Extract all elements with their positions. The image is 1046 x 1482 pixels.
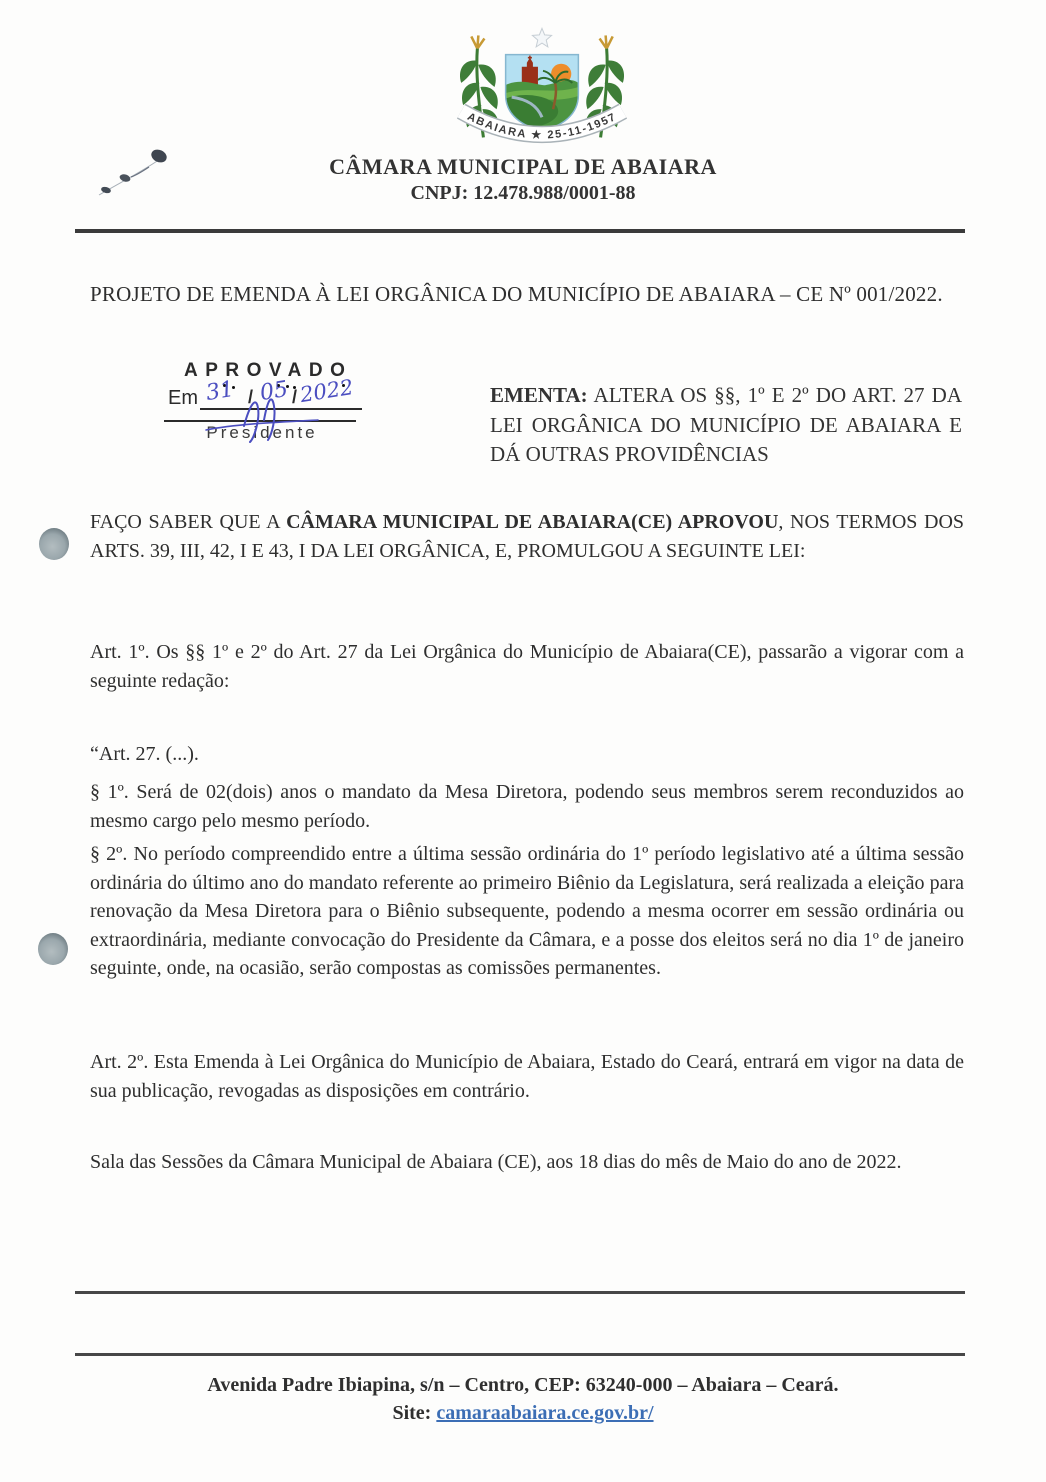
hole-punch-top: [39, 528, 69, 560]
footer-address: Avenida Padre Ibiapina, s/n – Centro, CEP: 63240-000 – Abaiara – Ceará.: [207, 1374, 839, 1396]
ementa-paragraph: [490, 381, 962, 470]
stamp-date-row: [168, 374, 364, 410]
faco-saber-prefix: FAÇO SABER QUE A: [90, 511, 287, 533]
paragraph-2: § 2º. No período compreendido entre a última sessão ordinária do 1º período legislativo até a última sessão ordinária do último ano do mandato referente ao primeiro Biênio da Legislatura, será realizada a eleição para renovação da Mesa Diretora para o Biênio subsequente, podendo a mesma ocorrer em sessão ordinária ou extraordinária, mediante convocação do Presidente da Câmara, e a posse dos eleitos será no dia 1º de janeiro seguinte, onde, na ocasião, serão compostas as comissões permanentes.: [90, 843, 964, 979]
footer-divider-upper: [75, 1291, 965, 1294]
faco-saber-bold: CÂMARA MUNICIPAL DE ABAIARA(CE) APROVOU: [286, 511, 779, 533]
handwritten-month: 05: [258, 376, 290, 407]
article-1-paragraph: Art. 1º. Os §§ 1º e 2º do Art. 27 da Lei Orgânica do Município de Abaiara(CE), passarão a vigorar com a seguinte redação:: [90, 641, 964, 692]
approval-stamp: [160, 360, 364, 446]
faco-saber-paragraph: [90, 508, 964, 565]
stamp-president-label: Presidente: [206, 423, 318, 442]
crest-star-icon: [532, 28, 551, 46]
paragraph-1: § 1º. Será de 02(dois) anos o mandato da Mesa Diretora, podendo seus membros serem reconduzidos ao mesmo cargo pelo mesmo período.: [90, 781, 964, 832]
handwritten-day: 31: [204, 376, 236, 407]
footer-divider-lower: [75, 1353, 965, 1356]
ink-smudge-mark: [95, 145, 181, 203]
stamp-slash: /: [292, 387, 298, 407]
stamp-em-label: Em: [168, 387, 198, 409]
footer-site-link[interactable]: camaraabaiara.ce.gov.br/: [436, 1402, 654, 1424]
abaiara-coat-of-arms-icon: [441, 24, 643, 156]
stamp-signature-line: [164, 420, 356, 422]
stamp-slash: /: [248, 387, 254, 407]
organization-cnpj: CNPJ: 12.478.988/0001-88: [410, 182, 636, 204]
ementa-label: EMENTA:: [490, 383, 588, 407]
header-divider: [75, 229, 965, 233]
document-title: PROJETO DE EMENDA À LEI ORGÂNICA DO MUNICÍPIO DE ABAIARA – CE Nº 001/2022.: [90, 282, 943, 306]
footer-site-label: Site:: [392, 1402, 437, 1424]
quoted-article-27: “Art. 27. (...).: [90, 743, 199, 765]
footer-site-line: [0, 1402, 1046, 1425]
crest-shield-icon: [494, 55, 579, 132]
faco-saber-suffix: , NOS TERMOS DOS ARTS. 39, III, 42, I E 43, I DA LEI ORGÂNICA, E, PROMULGOU A SEGUINTE LEI:: [90, 511, 965, 562]
organization-name: CÂMARA MUNICIPAL DE ABAIARA: [329, 154, 717, 179]
article-2-paragraph: Art. 2º. Esta Emenda à Lei Orgânica do Município de Abaiara, Estado do Ceará, entrará em vigor na data de sua publicação, revogadas as disposições em contrário.: [90, 1051, 964, 1102]
hole-punch-bottom: [38, 933, 68, 965]
session-hall-paragraph: Sala das Sessões da Câmara Municipal de Abaiara (CE), aos 18 dias do mês de Maio do ano de 2022.: [90, 1151, 902, 1173]
handwritten-year: 2022: [298, 374, 356, 408]
crest-ribbon-text: ABAIARA ★ 25-11-1957: [465, 110, 619, 142]
ementa-text: ALTERA OS §§, 1º E 2º DO ART. 27 DA LEI ORGÂNICA DO MUNICÍPIO DE ABAIARA E DÁ OUTRAS PROVIDÊNCIAS: [490, 383, 962, 466]
stamp-approved-label: APROVADO: [184, 360, 353, 381]
